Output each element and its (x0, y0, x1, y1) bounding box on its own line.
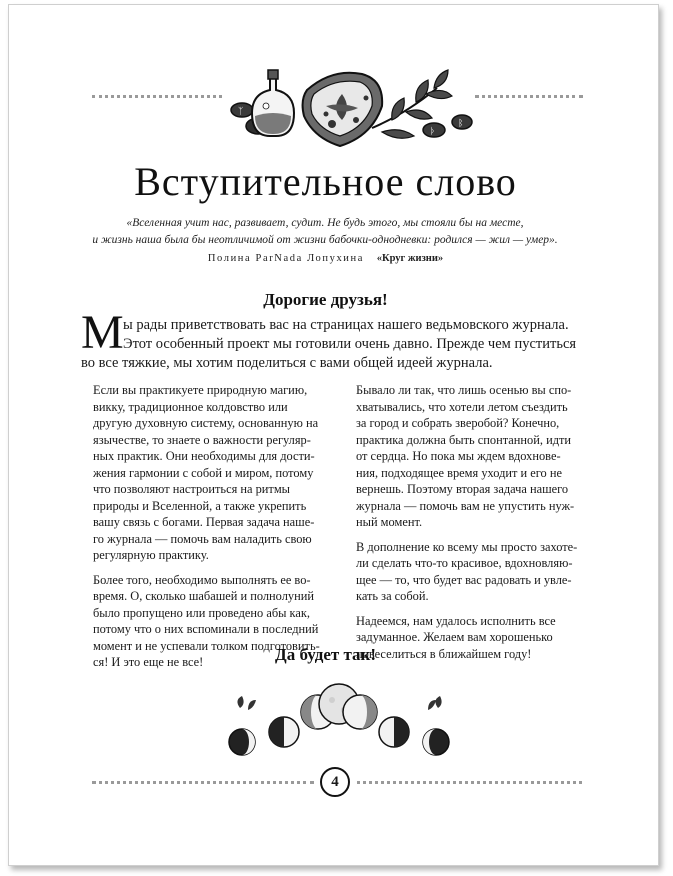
bottom-dotted-rule-left (92, 781, 314, 784)
text-line: другую духовную систему, основанную на (93, 416, 319, 430)
page-number: 4 (320, 767, 350, 797)
moon-phases-icon (214, 682, 464, 762)
text-line: Если вы практикуете природную магию, (93, 383, 308, 397)
text-line: задуманное. Желаем вам хорошенько (356, 630, 553, 644)
text-line: от сердца. Но пока мы ждем вдохнове- (356, 449, 561, 463)
text-line: ния, подходящее время уходит и его не (356, 465, 562, 480)
text-line: журнала — помочь вам не упустить нуж- (356, 498, 575, 513)
text-line: В дополнение ко всему мы просто захоте- (356, 539, 578, 554)
text-line: Более того, необходимо выполнять ее во- (93, 572, 311, 587)
text-line: ный момент. (356, 515, 423, 529)
text-line: регулярную практику. (93, 548, 209, 562)
text-line: хватывались, что хотели летом съездить (356, 399, 568, 414)
text-line: за город и собрать зверобой? Конечно, (356, 416, 560, 430)
text-line: ли сделать что-то красивое, вдохновляю- (356, 556, 573, 570)
text-line: го журнала — помочь вам наладить свою (93, 531, 312, 546)
svg-text:ᛉ: ᛉ (238, 107, 244, 117)
potion-runes-herbs-icon (222, 58, 482, 153)
epigraph-quote (30, 215, 620, 249)
text-line: время. О, сколько шабашей и полнолуний (93, 589, 314, 603)
intro-line: Этот особенный проект мы готовили очень давно. Прежде чем пуститься (123, 336, 577, 352)
text-line: что позволяют настроиться на ритмы (93, 482, 290, 496)
text-line: язычестве, то знаете о важности регуляр- (93, 432, 311, 447)
epigraph-line: и жизнь наша была бы неотличимой от жизни бабочки-однодневки: родился — жил — умер». (92, 234, 558, 246)
left-column (93, 382, 320, 671)
text-line: викку, традиционное колдовство или (93, 399, 288, 414)
text-line: кать за собой. (356, 589, 429, 603)
text-line: ных практик. Они необходимы для дости- (93, 449, 315, 463)
text-line: ся! И это еще не все! (93, 655, 204, 669)
intro-paragraph (81, 316, 601, 373)
text-line: Надеемся, нам удалось исполнить все (356, 613, 556, 628)
page-title: Вступительное слово (134, 159, 517, 204)
text-line: потому что о них вспоминали в последний (93, 622, 319, 636)
quote-book: «Круг жизни» (376, 253, 444, 264)
text-line: жения гармонии с собой и миром, потому (93, 465, 314, 480)
text-line: вашу связь с богами. Первая задача наше- (93, 515, 315, 529)
right-column (356, 382, 577, 662)
intro-line: ы рады приветствовать вас на страницах нашего ведьмовского журнала. (123, 317, 569, 333)
svg-text:ᛒ: ᛒ (458, 119, 464, 129)
text-line: щее — то, что будет вас радовать и увле- (356, 572, 572, 587)
text-line: природы и Вселенной, а также укрепить (93, 498, 307, 513)
greeting-heading: Дорогие друзья! (263, 290, 388, 309)
text-line: Бывало ли так, что лишь осенью вы спо- (356, 383, 572, 397)
quote-author: Полина ParNada Лопухина (207, 253, 365, 264)
epigraph-line: «Вселенная учит нас, развивает, судит. Не будь этого, мы стояли бы на месте, (126, 217, 524, 229)
epigraph-attribution (0, 253, 651, 264)
text-line: вернешь. Поэтому вторая задача нашего (356, 482, 569, 496)
top-dotted-rule-right (475, 95, 583, 98)
text-line: было пропущено или проведено абы как, (93, 605, 310, 620)
bottom-dotted-rule-right (357, 781, 582, 784)
top-dotted-rule-left (92, 95, 222, 98)
intro-line: во все тяжкие, мы хотим поделиться с вами общей идеей журнала. (81, 355, 493, 371)
drop-cap: М (81, 306, 124, 359)
text-line: практика должна быть спонтанной, идти (356, 432, 572, 447)
text-line: повеселиться в ближайшем году! (356, 646, 532, 661)
text-line: момент и не успевали толком подготовить- (93, 638, 320, 653)
closing-heading: Да будет так! (275, 645, 376, 664)
svg-text:ᚦ: ᚦ (430, 127, 436, 137)
